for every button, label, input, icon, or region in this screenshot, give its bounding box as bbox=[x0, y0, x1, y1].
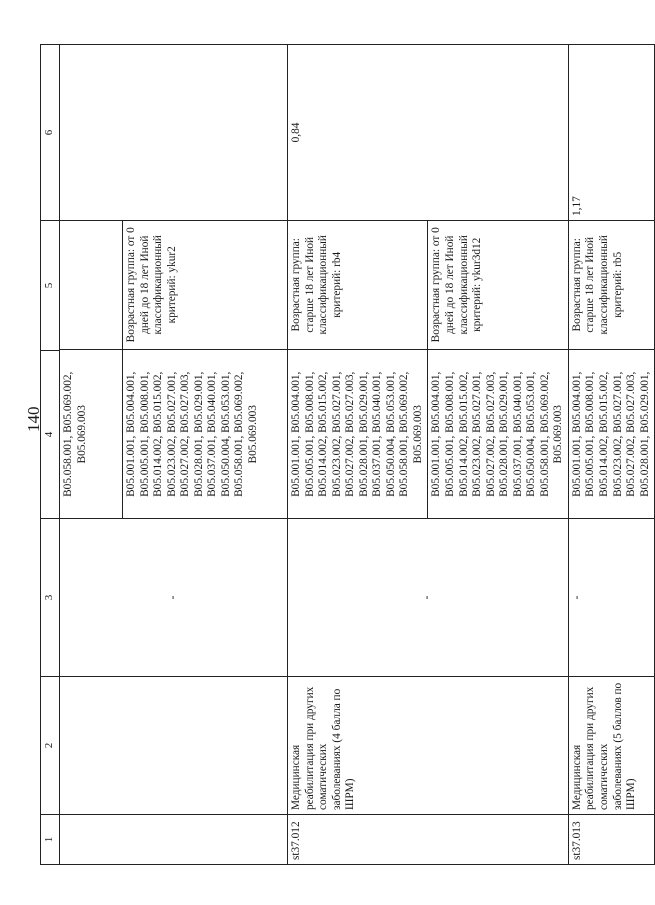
sub-row bbox=[428, 220, 568, 518]
services-cell: B05.001.001, B05.004.001, B05.005.001, B05.008.001, B05.014.002, B05.015.002, B05.023.002, B05.027.001, B05.027.002, B05.027.003, B05.028.001, B05.029.001, B05.037.001, B05.040.001, B05.050.004, B05.053.001, B05.058.001, B05.069.002, B05.069.003 bbox=[123, 350, 288, 518]
criteria-cell: Возрастная группа: от 0 дней до 18 лет Иной классификационный критерий: ykur3d12 bbox=[430, 227, 484, 343]
table-row bbox=[568, 45, 654, 865]
page-number: 140 bbox=[24, 406, 43, 432]
code-cell bbox=[60, 815, 288, 865]
coef-cell: 0,84 bbox=[288, 45, 569, 221]
criteria-cell: Возрастная группа: от 0 дней до 18 лет Иной классификационный критерий: ykur2 bbox=[125, 227, 178, 343]
name-cell bbox=[60, 677, 288, 815]
sub-rows bbox=[568, 221, 654, 519]
col-header-1: 1 bbox=[41, 815, 60, 865]
col-header-6: 6 bbox=[41, 45, 60, 221]
rotated-table-container bbox=[40, 45, 651, 865]
col-header-2: 2 bbox=[41, 677, 60, 815]
services-cell: B05.001.001, B05.004.001, B05.005.001, B05.008.001, B05.014.002, B05.015.002, B05.023.002, B05.027.001, B05.027.002, B05.027.003, B05.028.001, B05.029.001, bbox=[569, 350, 654, 518]
col-header-5: 5 bbox=[41, 221, 60, 351]
name-cell: Медицинская реабилитация при других соматических заболеваниях (5 баллов по ШРМ) bbox=[568, 677, 654, 815]
col3-cell: - bbox=[568, 519, 654, 677]
sub-row bbox=[288, 220, 428, 518]
criteria-cell: Возрастная группа: старше 18 лет Иной классификационный критерий: rb5 bbox=[570, 235, 624, 335]
tariff-table bbox=[40, 44, 655, 865]
col-header-4: 4 bbox=[41, 351, 60, 519]
coef-cell bbox=[60, 45, 288, 221]
sub-rows bbox=[60, 221, 288, 519]
table-row bbox=[60, 45, 288, 865]
services-cell: B05.058.001, B05.069.002, B05.069.003 bbox=[60, 350, 123, 518]
col-header-3: 3 bbox=[41, 519, 60, 677]
sub-row bbox=[60, 220, 123, 518]
services-cell: B05.001.001, B05.004.001, B05.005.001, B05.008.001, B05.014.002, B05.015.002, B05.023.002, B05.027.001, B05.027.002, B05.027.003, B05.028.001, B05.029.001, B05.037.001, B05.040.001, B05.050.004, B05.053.001, B05.058.001, B05.069.002, B05.069.003 bbox=[428, 350, 568, 518]
sub-row bbox=[123, 220, 288, 518]
services-cell: B05.001.001, B05.004.001, B05.005.001, B05.008.001, B05.014.002, B05.015.002, B05.023.002, B05.027.001, B05.027.002, B05.027.003, B05.028.001, B05.029.001, B05.037.001, B05.040.001, B05.050.004, B05.053.001, B05.058.001, B05.069.002, B05.069.003 bbox=[288, 350, 428, 518]
name-cell: Медицинская реабилитация при других соматических заболеваниях (4 балла по ШРМ) bbox=[288, 677, 569, 815]
coef-cell: 1,17 bbox=[568, 45, 654, 221]
sub-row bbox=[569, 220, 654, 518]
code-cell: st37.012 bbox=[288, 815, 569, 865]
header-row bbox=[41, 45, 60, 865]
col3-cell: - bbox=[60, 519, 288, 677]
code-cell: st37.013 bbox=[568, 815, 654, 865]
criteria-cell bbox=[60, 220, 123, 350]
sub-rows bbox=[288, 221, 569, 519]
col3-cell: - bbox=[288, 519, 569, 677]
table-row bbox=[288, 45, 569, 865]
criteria-cell: Возрастная группа: старше 18 лет Иной классификационный критерий: rb4 bbox=[288, 220, 428, 350]
